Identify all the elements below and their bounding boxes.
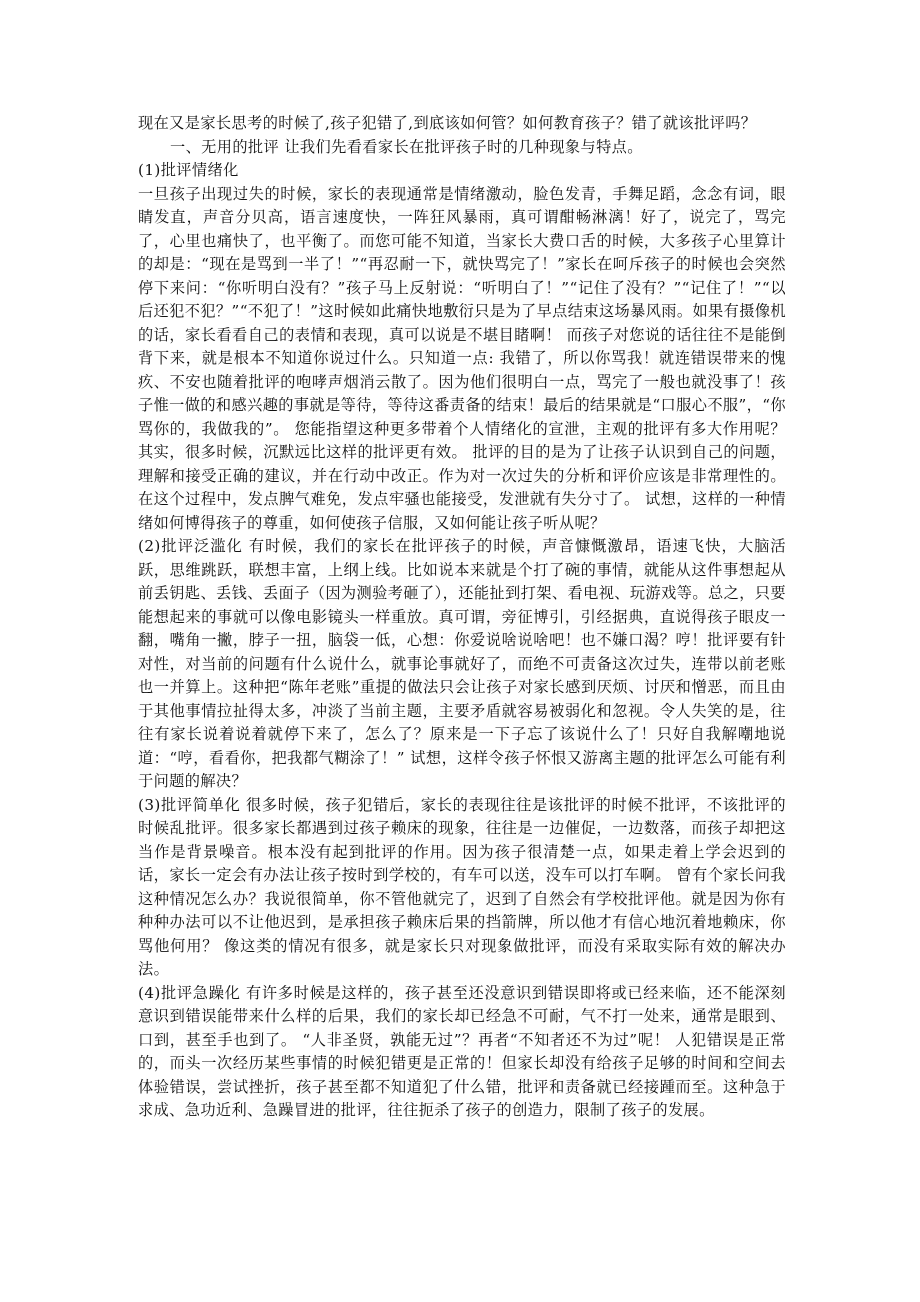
body-simplistic: 很多时候，孩子犯错后，家长的表现往往是该批评的时候不批评，不该批评的时候乱批评。很多家长都遇到过孩子赖床的现象，往往是一边催促，一边数落，而孩子却把这当作是背景噪音。根本没有起到批评的作用。因为孩子很清楚一点，如果走着上学会迟到的话，家长一定会有办法让孩子按时到学校的，有车可以送，没车可以打车啊。 曾有个家长问我这种情况怎么办？我说很简单，你不管他就完了，迟到了自然会有学校批评他。就是因为你有种种办法可以不让他迟到，是承担孩子赖床后果的挡箭牌，所以他才有信心地沉着地赖床，你骂他何用？ 像这类的情况有很多，就是家长只对现象做批评，而没有采取实际有效的解决办法。 bbox=[138, 795, 786, 978]
subheading-emotional: (1)批评情绪化 bbox=[138, 161, 239, 179]
paragraph-overflowing bbox=[138, 535, 786, 794]
paragraph-emotional: 一旦孩子出现过失的时候，家长的表现通常是情绪激动，脸色发青，手舞足蹈，念念有词，眼睛发直，声音分贝高，语言速度快，一阵狂风暴雨，真可谓酣畅淋漓！好了，说完了，骂完了，心里也痛快了，也平衡了。而您可能不知道，当家长大费口舌的时候，大多孩子心里算计的却是：“现在是骂到一半了！”“再忍耐一下，就快骂完了！”家长在呵斥孩子的时候也会突然停下来问：“你听明白没有？”孩子马上反射说：“听明白了！”“记住了没有？”“记住了！”“以后还犯不犯？”“不犯了！”这时候如此痛快地敷衍只是为了早点结束这场暴风雨。如果有摄像机的话，家长看看自己的表情和表现，真可以说是不堪目睹啊！ 而孩子对您说的话往往不是能倒背下来，就是根本不知道你说过什么。只知道一点: 我错了，所以你骂我！就连错误带来的愧疚、不安也随着批评的咆哮声烟消云散了。因为他们很明白一点，骂完了一般也就没事了！孩子惟一做的和感兴趣的事就是等待，等待这番责备的结束！最后的结果就是“口服心不服”，“你骂你的，我做我的”。 您能指望这种更多带着个人情绪化的宣泄，主观的批评有多大作用呢？其实，很多时候，沉默远比这样的批评更有效。 批评的目的是为了让孩子认识到自己的问题，理解和接受正确的建议，并在行动中改正。作为对一次过失的分析和评价应该是非常理性的。在这个过程中，发点脾气难免，发点牢骚也能接受，发泄就有失分寸了。 试想，这样的一种情绪如何博得孩子的尊重，如何使孩子信服，又如何能让孩子听从呢？ bbox=[138, 184, 786, 532]
body-impatient: 有许多时候是这样的，孩子甚至还没意识到错误即将或已经来临，还不能深刻意识到错误能带来什么样的后果，我们的家长却已经急不可耐，气不打一处来，通常是眼到、口到，甚至手也到了。 “人非圣贤，孰能无过”？再者“不知者还不为过”呢！ 人犯错误是正常的，而头一次经历某些事情的时候犯错更是正常的！但家长却没有给孩子足够的时间和空间去体验错误，尝试挫折，孩子甚至都不知道犯了什么错，批评和责备就已经接踵而至。这种急于求成、急功近利、急躁冒进的批评，往往扼杀了孩子的创造力，限制了孩子的发展。 bbox=[138, 983, 786, 1119]
body-overflowing: 有时候，我们的家长在批评孩子的时候，声音慷慨激昂，语速飞快，大脑活跃，思维跳跃，联想丰富，上纲上线。比如说本来就是个打了碗的事情，就能从这件事想起从前丢钥匙、丢钱、丢面子（因为测验考砸了），还能扯到打架、看电视、玩游戏等。总之，只要能想起来的事就可以像电影镜头一样重放。真可谓，旁征博引，引经据典，直说得孩子眼皮一翻，嘴角一撇，脖子一扭，脑袋一低，心想：你爱说啥说啥吧！也不嫌口渴？哼！批评要有针对性，对当前的问题有什么说什么，就事论事就好了，而绝不可责备这次过失，连带以前老账也一并算上。这种把“陈年老账”重提的做法只会让孩子对家长感到厌烦、讨厌和憎恶，而且由于其他事情拉扯得太多，冲淡了当前主题，主要矛盾就容易被弱化和忽视。令人失笑的是，往往有家长说着说着就停下来了，怎么了？原来是一下子忘了该说什么了！只好自我解嘲地说道：“哼，看看你，把我都气糊涂了！” 试想，这样令孩子怀恨又游离主题的批评怎么可能有利于问题的解决？ bbox=[138, 537, 787, 790]
section-heading: 一、无用的批评 让我们先看看家长在批评孩子时的几种现象与特点。 bbox=[170, 137, 643, 156]
subheading-overflowing: (2)批评泛滥化 bbox=[138, 537, 243, 555]
paragraph-impatient bbox=[138, 982, 786, 1123]
intro-paragraph: 现在又是家长思考的时候了,孩子犯错了,到底该如何管？如何教育孩子？错了就该批评吗？ bbox=[138, 114, 757, 132]
subheading-simplistic: (3)批评简单化 bbox=[138, 795, 241, 814]
document-body bbox=[138, 112, 786, 1123]
paragraph-simplistic bbox=[138, 794, 786, 982]
subheading-impatient: (4)批评急躁化 bbox=[138, 983, 241, 1002]
